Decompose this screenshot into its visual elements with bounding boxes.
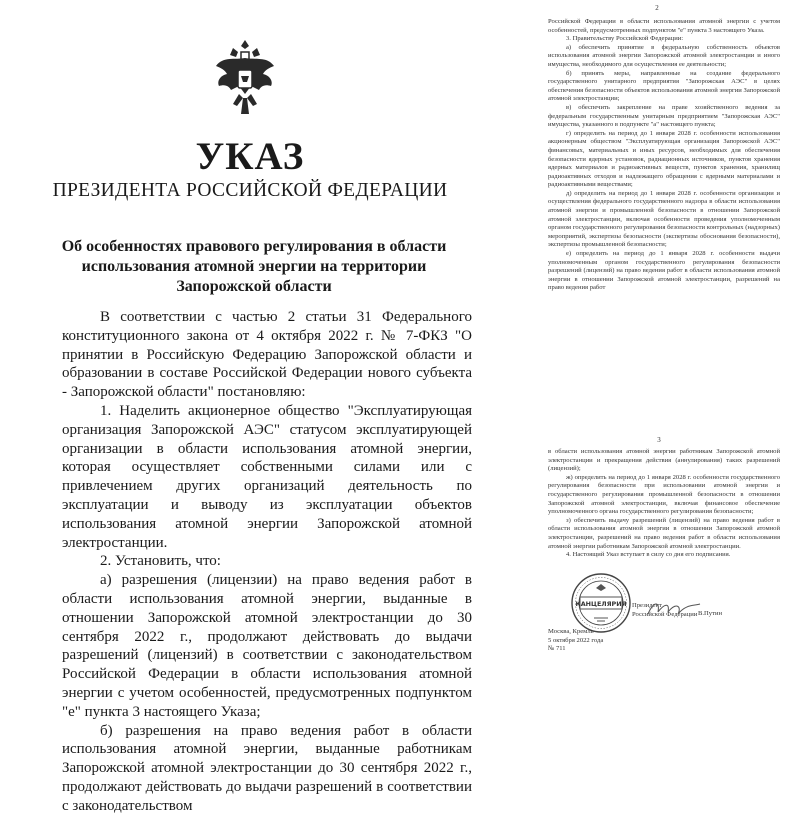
page-number: 2: [655, 4, 659, 12]
decree-date: 5 октября 2022 года: [548, 636, 604, 644]
paragraph-continuation: в области использования атомной энергии работникам Запорожской атомной электростанции и прекращения действия (аннулирования) таких разрешений (лицензий);: [548, 448, 780, 473]
paragraph-item-2b: б) разрешения на право ведения работ в области использования атомной энергии, выданные работникам Запорожской атомной электростанции до 30 сентября 2022 г., продолжают действовать до выдачи разрешений в соответствии с законодательством: [62, 722, 472, 814]
paragraph-preamble: В соответствии с частью 2 статьи 31 Федерального конституционного закона от 4 октября 2022 г. № 7-ФКЗ "О принятии в Российскую Федерацию Запорожской области и образовании в составе Российской Федерации нового субъекта - Запорожской области" постановляю:: [62, 309, 472, 401]
paragraph-item-3e: е) определить на период до 1 января 2028 г. особенности выдачи уполномоченным органом государственного регулирования безопасности разрешений (лицензий) на право ведения работ в области использования атомной энергии в отношении Запорожской атомной электростанции, разрешений на право ведения работ: [548, 250, 780, 292]
paragraph-item-3b: б) принять меры, направленные на создание федерального государственного унитарного предприятия "Запорожская АЭС" в целях обеспечения безопасности объектов использования атомной энергии Запорожской атомной электростанции;: [548, 69, 780, 103]
paragraph-item-2a: а) разрешения (лицензии) на право ведения работ в области использования атомной энергии, выданные в отношении Запорожской атомной электростанции до 30 сентября 2022 г., продолжают действовать до выдачи разрешений (лицензий) в соответствии с законодательством Российской Федерации в области использования атомной энергии с учетом особенностей, предусмотренных подпунктом "е" пункта 3 настоящего Указа;: [62, 572, 472, 720]
decree-body: [62, 308, 472, 816]
paragraph-item-3: 3. Правительству Российской Федерации:: [566, 35, 684, 43]
paragraph-item-3v: в) обеспечить закрепление на праве хозяйственного ведения за федеральным государственным унитарным предприятием "Запорожская АЭС" имущества, указанного в подпункте "а" настоящего пункта;: [548, 103, 780, 129]
paragraph-continuation: Российской Федерации в области использования атомной энергии с учетом особенностей, предусмотренных подпунктом "е" пункта 3 настоящего Указа.: [548, 18, 780, 34]
signer-title-line2: Российской Федерации: [632, 610, 698, 618]
paragraph-item-3zh: ж) определить на период до 1 января 2028 г. особенности государственного регулирования безопасности при использовании атомной энергии и государственного регулирования промышленной безопасности в отношении Запорожской атомной электростанции, включая финансовое обеспечение уполномоченного органа государственного регулирования безопасности;: [548, 473, 780, 516]
decree-number: № 711: [548, 645, 566, 653]
paragraph-item-4: 4. Настоящий Указ вступает в силу со дня его подписания.: [566, 551, 731, 559]
russian-coat-of-arms-icon: [213, 36, 277, 120]
decree-page-2-3: [528, 0, 800, 722]
signer-title-line1: Президент: [632, 602, 662, 609]
decree-subtitle: ПРЕЗИДЕНТА РОССИЙСКОЙ ФЕДЕРАЦИИ: [52, 180, 448, 201]
signature-icon: [646, 598, 702, 620]
page-2-text: [548, 18, 780, 293]
stamp-label: КАНЦЕЛЯРИЯ: [575, 600, 627, 608]
signer-name: В.Путин: [698, 610, 723, 617]
decree-place: Москва, Кремль: [548, 628, 594, 635]
paragraph-item-2: 2. Установить, что:: [100, 553, 221, 570]
paragraph-item-1: 1. Наделить акционерное общество "Эксплуатирующая организация Запорожской АЭС" статусом эксплуатирующей организации в области использования атомной энергии, которая осуществляет собственными силами или с привлечением других организаций деятельность по эксплуатации и выводу из эксплуатации объектов использования атомной энергии Запорожской атомной электростанции.: [62, 402, 472, 551]
paragraph-item-3d: д) определить на период до 1 января 2028 г. особенности организации и осуществления федерального государственного надзора в области использования атомной энергии и промышленной безопасности в отношении Запорожской атомной электростанции, включая особенности проведения уполномоченным органом государственного регулирования безопасности контрольных (надзорных) мероприятий, экспертизы безопасности (экспертизы обоснования безопасности), экспертизы промышленной безопасности;: [548, 189, 780, 249]
paragraph-item-3a: а) обеспечить принятие в федеральную собственность объектов использования атомной энергии Запорожской атомной электростанции и иного имущества, необходимого для осуществления ее деятельности;: [548, 43, 780, 68]
page-number: 3: [657, 436, 661, 444]
paragraph-item-3z: з) обеспечить выдачу разрешений (лицензий) на право ведения работ в области использования атомной энергии в отношении Запорожской атомной электростанции, разрешений на право ведения работ в области использования атомной энергии работникам Запорожской атомной электростанции.: [548, 516, 780, 550]
paragraph-item-3g: г) определить на период до 1 января 2028 г. особенности использования акционерным обществом "Эксплуатирующая организация Запорожской АЭС" финансовых, материальных и иных ресурсов, необходимых для обеспечения безопасности ядерных установок, радиационных источников, пунктов хранения ядерных материалов и радиоактивных веществ, пунктов хранения, хранилищ радиоактивных отходов и надлежащего обращения с ядерными материалами и радиоактивными веществами;: [548, 129, 780, 189]
page-3-text: [548, 448, 780, 560]
decree-heading: Об особенностях правового регулирования в области использования атомной энергии на территории Запорожской области: [61, 238, 447, 295]
decree-title: УКАЗ: [195, 135, 305, 178]
place-date-number: [548, 628, 603, 654]
